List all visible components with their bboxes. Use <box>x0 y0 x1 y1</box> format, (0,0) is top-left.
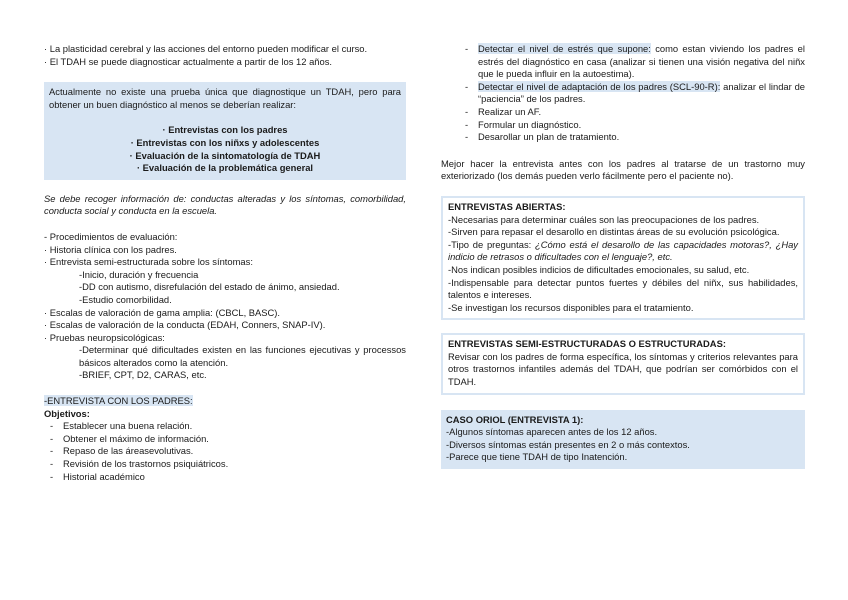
diagnosis-box-text: Actualmente no existe una prueba única que diagnostique un TDAH, pero para obtener un buen diagnóstico al menos se deberían realizar: <box>49 86 401 110</box>
list-item: - Formular un diagnóstico. <box>459 119 805 132</box>
procedure-line: · Escalas de valoración de gama amplia: (CBCL, BASC). <box>44 306 281 318</box>
list-item: - Establecer una buena relación. <box>44 420 406 433</box>
open-line-italic: ¿Cómo está el desarollo de las capacidades motoras?, ¿Hay indicio de retrasos o dificultades con el lenguaje?, etc. <box>448 238 798 263</box>
diagnosis-item: · Entrevistas con los niñxs y adolescentes <box>130 136 320 148</box>
item-text: analizar el lindar de “paciencia” de los padres. <box>478 80 805 105</box>
semi-structured-text: Revisar con los padres de forma específica, los síntomas y criterios relevantes para otros trastornos infantiles además del TDAH, que podrían ser comórbidos con el TDAH. <box>448 350 798 388</box>
open-line: -Se investigan los recursos disponibles para el tratamiento. <box>448 301 694 313</box>
open-line: -Nos indican posibles indicios de dificultades emocionales, su salud, etc. <box>448 263 750 275</box>
procedure-subline: -Determinar qué dificultades existen en las funciones ejecutivas y processos básicos alterados como la atención. <box>79 344 406 368</box>
diagnosis-item: · Entrevistas con los padres <box>162 124 288 136</box>
case-line: -Diversos síntomas están presentes en 2 o más contextos. <box>446 438 690 450</box>
semi-structured-box <box>441 333 805 394</box>
procedure-line: · Entrevista semi-estructurada sobre los síntomas: <box>44 256 253 268</box>
open-line: -Necesarias para determinar cuáles son las preocupaciones de los padres. <box>448 213 760 225</box>
parents-heading: -ENTREVISTA CON LOS PADRES: <box>44 395 193 407</box>
list-item: - Desarollar un plan de tratamiento. <box>459 131 805 144</box>
procedure-subline: -BRIEF, CPT, D2, CARAS, etc. <box>79 369 207 381</box>
highlight: Detectar el nivel de estrés que supone: <box>478 43 651 54</box>
objectives-continued-list <box>441 43 805 144</box>
procedure-subline: -DD con autismo, disrefulación del estado de ánimo, ansiedad. <box>79 281 340 293</box>
procedure-line: · Escalas de valoración de la conducta (EDAH, Conners, SNAP-IV). <box>44 319 326 331</box>
list-item <box>459 43 805 81</box>
objectives-list <box>44 420 406 483</box>
procedure-subline: -Inicio, duración y frecuencia <box>79 268 199 280</box>
list-item: - Historial académico <box>44 471 406 484</box>
open-interviews-title: ENTREVISTAS ABIERTAS: <box>448 200 566 212</box>
list-item: - Repaso de las áreasevolutivas. <box>44 445 406 458</box>
highlight: Detectar el nivel de adaptación de los padres (SCL-90-R): <box>478 80 721 92</box>
procedure-line: · Pruebas neuropsicológicas: <box>44 331 165 343</box>
list-item: - Revisión de los trastornos psiquiátricos. <box>44 458 406 471</box>
case-line: -Parece que tiene TDAH de tipo Inatención. <box>446 451 628 463</box>
left-column <box>44 43 406 483</box>
procedures-title: - Procedimientos de evaluación: <box>44 230 178 242</box>
objectives-label: Objetivos: <box>44 407 90 419</box>
intro-line-2: · El TDAH se puede diagnosticar actualmente a partir de los 12 años. <box>44 55 333 67</box>
list-item <box>459 81 805 106</box>
case-box <box>441 410 805 469</box>
intro-line-1: · La plasticidad cerebral y las acciones del entorno pueden modificar el curso. <box>44 43 368 54</box>
list-item: - Obtener el máximo de información. <box>44 433 406 446</box>
open-interviews-box <box>441 196 805 320</box>
case-line: -Algunos síntomas aparecen antes de los 12 años. <box>446 426 658 438</box>
item-text: como estan viviendo los padres el estrés del diagnóstico en casa (analizar si tienen una visión negativa del niñx que le pueda influir en la autoestima). <box>478 43 805 80</box>
interview-note: Mejor hacer la entrevista antes con los padres al tratarse de un trastorno muy exteriorizado (los demás pueden verlo fácilmente pero el paciente no). <box>441 157 805 182</box>
italic-note: Se debe recoger información de: conductas alteradas y los síntomas, comorbilidad, conducta social y conducta en la escuela. <box>44 192 406 217</box>
parents-section <box>44 395 406 483</box>
diagnosis-item: · Evaluación de la sintomatología de TDAH <box>129 149 321 161</box>
diagnosis-item: · Evaluación de la problemática general <box>136 162 314 174</box>
procedure-line: · Historia clínica con los padres. <box>44 243 177 255</box>
open-line: -Indispensable para detectar puntos fuertes y débiles del niñx, sus habilidades, talentos e intereses. <box>448 276 798 301</box>
open-line-prefix: -Tipo de preguntas: <box>448 238 536 250</box>
open-line: -Sirven para repasar el desarollo en distintas áreas de su evolución psicológica. <box>448 226 780 238</box>
semi-structured-title: ENTREVISTAS SEMI-ESTRUCTURADAS O ESTRUCTURADAS: <box>448 338 726 350</box>
case-title: CASO ORIOL (ENTREVISTA 1): <box>446 413 584 425</box>
procedure-subline: -Estudio comorbilidad. <box>79 293 172 305</box>
list-item: - Realizar un AF. <box>459 106 805 119</box>
right-column <box>441 43 805 469</box>
open-line <box>448 239 798 264</box>
procedures-section <box>44 231 406 382</box>
diagnosis-box <box>44 82 406 180</box>
